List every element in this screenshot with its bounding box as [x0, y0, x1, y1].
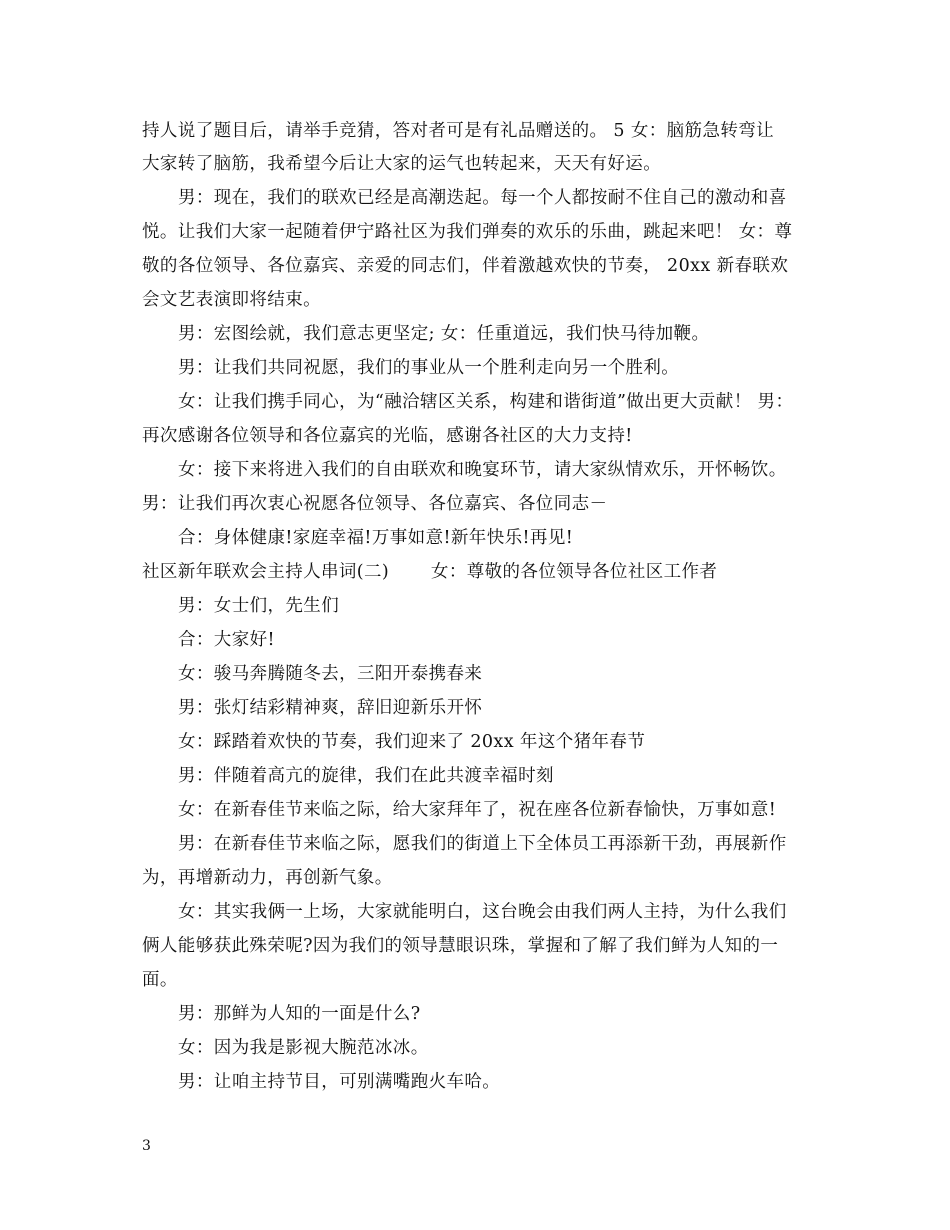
text-line: 女：其实我俩一上场，大家就能明白，这台晚会由我们两人主持，为什么我们: [178, 902, 787, 922]
text-line: 悦。让我们大家一起随着伊宁路社区为我们弹奏的欢乐的乐曲，跳起来吧！ 女：尊: [142, 222, 793, 242]
text-line: 男：在新春佳节来临之际，愿我们的街道上下全体员工再添新干劲，再展新作: [178, 834, 787, 854]
text-line: 男：女士们，先生们: [178, 596, 340, 616]
text-line: 敬的各位领导、各位嘉宾、亲爱的同志们，伴着激越欢快的节奏， 20xx 新春联欢: [142, 256, 789, 276]
text-line: 女：接下来将进入我们的自由联欢和晚宴环节，请大家纵情欢乐，开怀畅饮。: [178, 460, 787, 480]
section-heading: 社区新年联欢会主持人串词(二) 女：尊敬的各位领导各位社区工作者: [142, 562, 718, 582]
text-line: 面。: [142, 970, 178, 990]
text-line: 男：现在，我们的联欢已经是高潮迭起。每一个人都按耐不住自己的激动和喜: [178, 188, 787, 208]
text-line: 会文艺表演即将结束。: [142, 290, 321, 310]
text-line: 女：踩踏着欢快的节奏，我们迎来了 20xx 年这个猪年春节: [178, 732, 646, 752]
text-line: 俩人能够获此殊荣呢?因为我们的领导慧眼识珠，掌握和了解了我们鲜为人知的一: [142, 936, 779, 956]
text-line: 合：大家好!: [178, 630, 275, 650]
text-line: 女：骏马奔腾随冬去，三阳开泰携春来: [178, 664, 483, 684]
text-line: 持人说了题目后，请举手竞猜，答对者可是有礼品赠送的。 5 女：脑筋急转弯让: [142, 121, 775, 141]
text-line: 男：伴随着高亢的旋律，我们在此共渡幸福时刻: [178, 766, 554, 786]
text-line: 女：因为我是影视大腕范冰冰。: [178, 1038, 429, 1058]
text-line: 男：让我们再次衷心祝愿各位领导、各位嘉宾、各位同志－: [142, 494, 608, 514]
text-line: 大家转了脑筋，我希望今后让大家的运气也转起来，天天有好运。: [142, 154, 662, 174]
text-line: 男：那鲜为人知的一面是什么?: [178, 1004, 421, 1024]
text-line: 女：让我们携手同心，为“融洽辖区关系，构建和谐街道”做出更大贡献！ 男：: [178, 392, 794, 412]
text-line: 男：张灯结彩精神爽，辞旧迎新乐开怀: [178, 698, 483, 718]
page-number: 3: [142, 1138, 151, 1154]
text-line: 男：让咱主持节目，可别满嘴跑火车哈。: [178, 1072, 501, 1092]
text-line: 男：宏图绘就，我们意志更坚定; 女：任重道远，我们快马待加鞭。: [178, 324, 710, 344]
text-line: 女：在新春佳节来临之际，给大家拜年了，祝在座各位新春愉快，万事如意!: [178, 800, 777, 820]
text-line: 为，再增新动力，再创新气象。: [142, 868, 393, 888]
text-line: 再次感谢各位领导和各位嘉宾的光临，感谢各社区的大力支持!: [142, 426, 633, 446]
text-line: 合：身体健康!家庭幸福!万事如意!新年快乐!再见!: [178, 528, 574, 548]
text-line: 男：让我们共同祝愿，我们的事业从一个胜利走向另一个胜利。: [178, 358, 680, 378]
